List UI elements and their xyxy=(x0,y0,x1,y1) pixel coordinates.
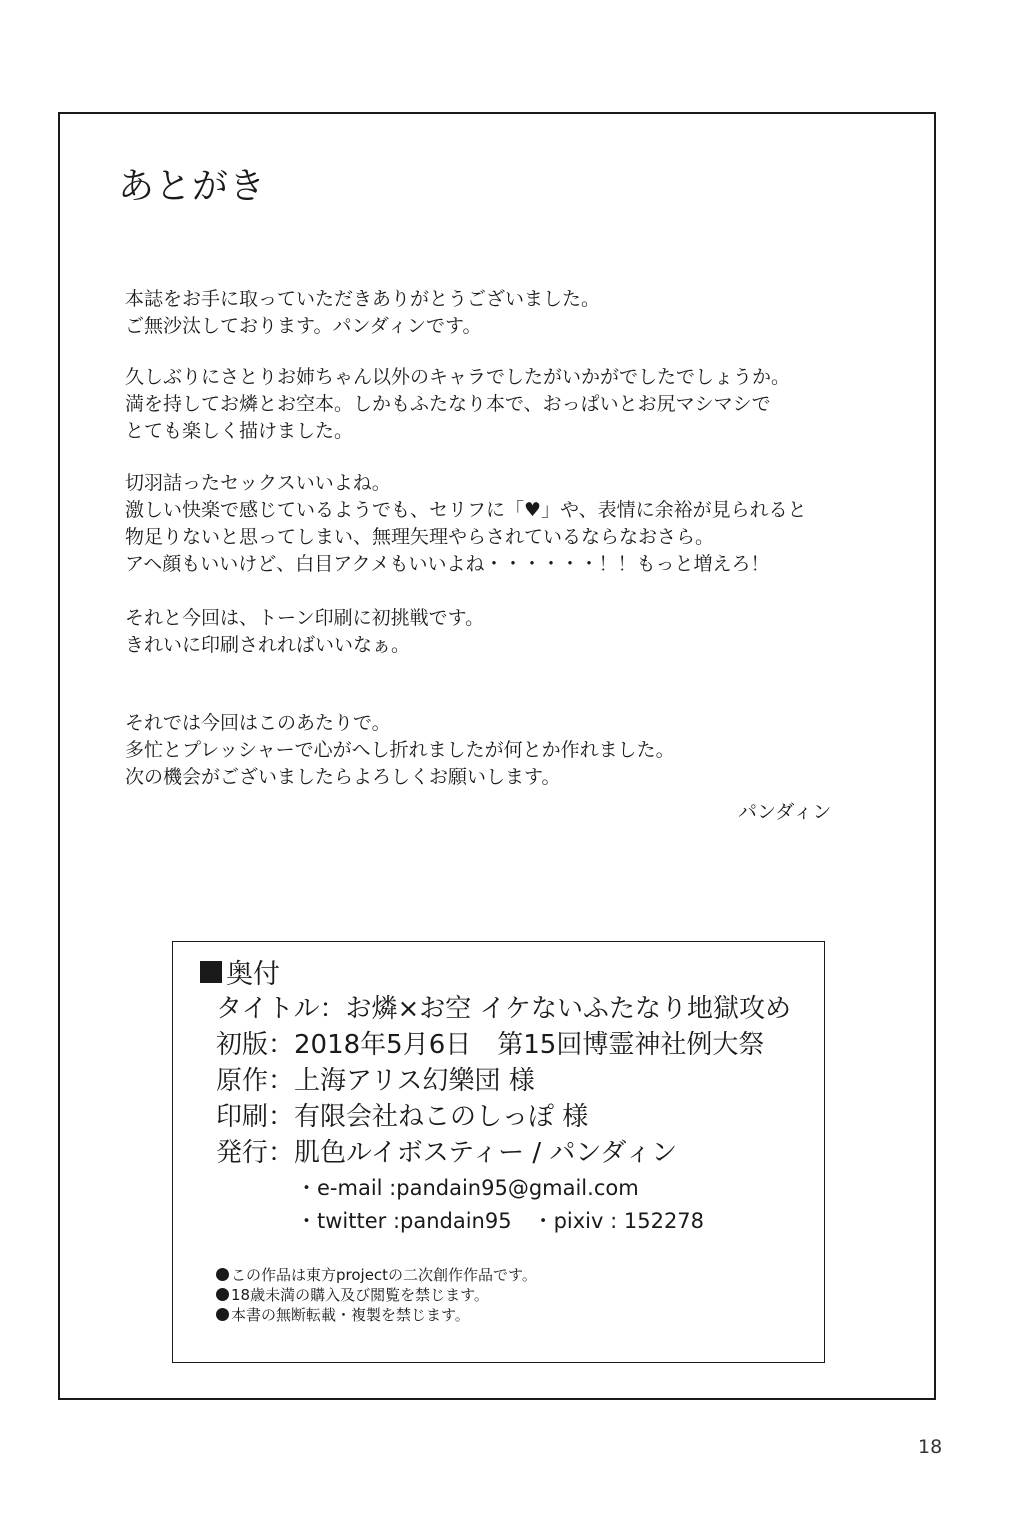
bullet-icon xyxy=(216,1268,229,1281)
body-line: アヘ顔もいいけど、白目アクメもいいよね・・・・・・！！もっと増えろ！ xyxy=(125,553,770,575)
body-line: 物足りないと思ってしまい、無理矢理やらされているならなおさら。 xyxy=(125,526,715,548)
body-line: ご無沙汰しております。パンダィンです。 xyxy=(125,315,482,337)
afterword-title: あとがき xyxy=(118,166,267,207)
note-text: 18歳未満の購入及び閲覧を禁じます。 xyxy=(231,1286,489,1304)
body-line: きれいに印刷されればいいなぁ。 xyxy=(125,634,411,656)
colophon-first-edition: 初版：2018年5月6日 第15回博霊神社例大祭 xyxy=(216,1030,765,1060)
square-bullet-icon xyxy=(200,961,222,983)
bullet-icon xyxy=(216,1308,229,1321)
body-line: 激しい快楽で感じているようでも、セリフに「♥」や、表情に余裕が見られると xyxy=(125,499,807,521)
colophon-publisher: 発行：肌色ルイボスティー / パンダィン xyxy=(216,1138,678,1168)
author-signature: パンダィン xyxy=(738,801,832,823)
note-item xyxy=(216,1304,470,1325)
body-line: 本誌をお手に取っていただきありがとうございました。 xyxy=(125,288,601,310)
body-line: 多忙とプレッシャーで心がへし折れましたが何とか作れました。 xyxy=(125,739,675,761)
body-line: それと今回は、トーン印刷に初挑戦です。 xyxy=(125,607,485,629)
note-item xyxy=(216,1264,537,1285)
body-line: 久しぶりにさとりお姉ちゃん以外のキャラでしたがいかがでしたでしょうか。 xyxy=(125,366,791,388)
note-item xyxy=(216,1284,489,1305)
note-text: この作品は東方projectの二次創作作品です。 xyxy=(231,1266,537,1284)
colophon-heading-label: 奥付 xyxy=(226,959,280,990)
colophon-title: タイトル：お燐×お空 イケないふたなり地獄攻め xyxy=(216,994,792,1024)
page-number: 18 xyxy=(918,1436,943,1458)
body-line: 次の機会がございましたらよろしくお願いします。 xyxy=(125,766,561,788)
body-line: それでは今回はこのあたりで。 xyxy=(125,712,391,734)
body-line: 満を持してお燐とお空本。しかもふたなり本で、おっぱいとお尻マシマシで xyxy=(125,393,771,415)
colophon-printing: 印刷：有限会社ねこのしっぽ 様 xyxy=(216,1102,589,1132)
contact-social: ・twitter :pandain95 ・pixiv : 152278 xyxy=(296,1209,705,1233)
body-line: 切羽詰ったセックスいいよね。 xyxy=(125,472,391,494)
colophon-heading xyxy=(200,952,280,991)
bullet-icon xyxy=(216,1288,229,1301)
contact-email: ・e-mail :pandain95@gmail.com xyxy=(296,1176,639,1200)
note-text: 本書の無断転載・複製を禁じます。 xyxy=(231,1306,470,1324)
body-line: とても楽しく描けました。 xyxy=(125,420,354,442)
colophon-original-work: 原作：上海アリス幻樂団 様 xyxy=(216,1066,535,1096)
